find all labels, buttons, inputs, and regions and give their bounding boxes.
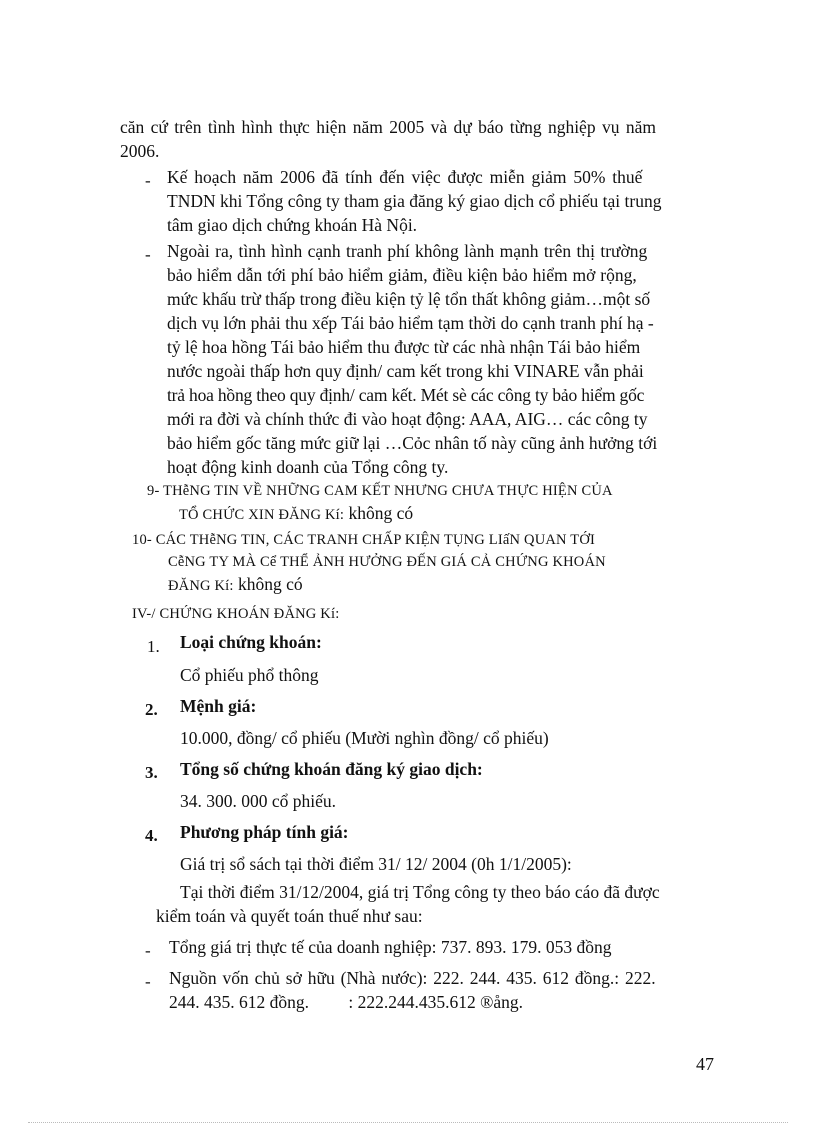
text-line	[132, 573, 707, 597]
item-value: 10.000, đồng/ cổ phiếu (Mười nghìn đồng/ cổ phiếu)	[180, 728, 549, 748]
bullet-dash: -	[145, 941, 151, 960]
text-line: hoạt động kinh doanh của Tổng công ty.	[167, 457, 449, 477]
caps-text: TỔ CHỨC XIN ĐĂNG Kí:	[179, 507, 345, 523]
page-number: 47	[696, 1054, 714, 1074]
bullet-paragraph	[167, 239, 697, 479]
item-value: Cổ phiếu phổ thông	[180, 665, 319, 685]
item-number: 1.	[147, 637, 160, 656]
bullet-dash: -	[145, 972, 151, 991]
text-line: 244. 435. 612 đồng. : 222.244.435.612 ®ång.	[169, 992, 524, 1012]
text-line: nước ngoài thấp hơn quy định/ cam kết trong khi VINARE vẫn phải	[167, 361, 644, 381]
text-line: bảo hiểm gốc tăng mức giữ lại …Cỏc nhân tố này cũng ảnh hưởng tới	[167, 433, 658, 453]
text-line: căn cứ trên tình hình thực hiện năm 2005 và dự báo từng nghiệp vụ năm	[120, 117, 656, 137]
text-line: Tổng giá trị thực tế của doanh nghiệp: 737. 893. 179. 053 đồng	[169, 937, 612, 957]
section-10-heading	[132, 529, 707, 597]
text-line: 9- THễNG TIN VỀ NHỮNG CAM KẾT NHƯNG CHƯA THỰC HIỆN CỦA	[147, 483, 613, 499]
intro-paragraph	[120, 115, 698, 163]
bullet-paragraph	[167, 165, 697, 237]
text-line: Kế hoạch năm 2006 đã tính đến việc được miễn giảm 50% thuế	[167, 167, 643, 187]
text-line: 2006.	[120, 141, 160, 161]
item-title: Phương pháp tính giá:	[180, 822, 349, 842]
item-number: 3.	[145, 763, 158, 782]
text-line: mức khấu trừ thấp trong điều kiện tỷ lệ tổn thất không giảm…một số	[167, 289, 651, 309]
text-line: tỷ lệ hoa hồng Tái bảo hiểm thu được từ các nhà nhận Tái bảo hiểm	[167, 337, 641, 357]
item-value: Giá trị sổ sách tại thời điểm 31/ 12/ 2004 (0h 1/1/2005):	[180, 854, 572, 874]
text-line: CễNG TY MÀ Cể THỂ ẢNH HƯỞNG ĐẾN GIÁ CẢ CHỨNG KHOÁN	[168, 554, 606, 570]
section-9-heading	[147, 480, 707, 526]
text-line: Nguồn vốn chủ sở hữu (Nhà nước): 222. 244. 435. 612 đồng.: 222.	[169, 968, 656, 988]
text-line: kiểm toán và quyết toán thuế như sau:	[156, 906, 423, 926]
tail-text: không có	[344, 503, 414, 523]
item-title: Tổng số chứng khoán đăng ký giao dịch:	[180, 759, 483, 779]
text-line: mới ra đời và chính thức đi vào hoạt động: AAA, AIG… các công ty	[167, 409, 648, 429]
text-line: Tại thời điểm 31/12/2004, giá trị Tổng công ty theo báo cáo đã được	[180, 882, 660, 902]
text-line: bảo hiểm dẫn tới phí bảo hiểm giảm, điều kiện bảo hiểm mở rộng,	[167, 265, 637, 285]
caps-text: ĐĂNG Kí:	[168, 578, 234, 594]
item-title: Mệnh giá:	[180, 696, 257, 716]
bullet-dash: -	[145, 245, 151, 264]
section-iv-heading: IV-/ CHỨNG KHOÁN ĐĂNG Kí:	[132, 606, 340, 622]
valuation-paragraph	[156, 880, 701, 928]
tail-text: không có	[233, 574, 303, 594]
text-line: Ngoài ra, tình hình cạnh tranh phí không lành mạnh trên thị trường	[167, 241, 648, 261]
bullet-dash: -	[145, 171, 151, 190]
text-line: 10- CÁC THễNG TIN, CÁC TRANH CHẤP KIỆN TỤNG LIấN QUAN TỚI	[132, 532, 596, 548]
item-number: 4.	[145, 826, 158, 845]
bullet-paragraph	[169, 966, 699, 1014]
text-line: TNDN khi Tổng công ty tham gia đăng ký giao dịch cổ phiếu tại trung	[167, 191, 662, 211]
item-title: Loại chứng khoán:	[180, 632, 322, 652]
text-line: dịch vụ lớn phải thu xếp Tái bảo hiểm tạm thời do cạnh tranh phí hạ -	[167, 313, 654, 333]
bullet-paragraph	[169, 935, 699, 959]
text-line: trả hoa hồng theo quy định/ cam kết. Mét sè các công ty bảo hiểm gốc	[167, 385, 645, 405]
item-number: 2.	[145, 700, 158, 719]
item-value: 34. 300. 000 cổ phiếu.	[180, 791, 337, 811]
text-line: tâm giao dịch chứng khoán Hà Nội.	[167, 215, 418, 235]
text-line	[147, 502, 707, 526]
